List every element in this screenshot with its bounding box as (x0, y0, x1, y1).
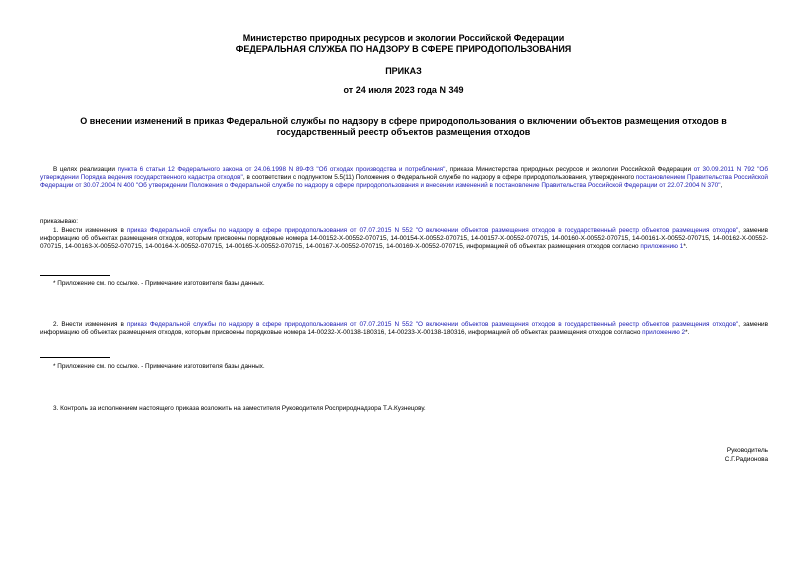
link-federal-law-89[interactable]: пункта 6 статьи 12 Федерального закона от 24.06.1998 N 89-ФЗ "Об отходах производства и потребления" (117, 166, 446, 173)
signature-block (725, 446, 768, 464)
footnote-divider (40, 357, 110, 358)
preamble-paragraph (40, 166, 768, 190)
document-type: ПРИКАЗ (385, 66, 422, 76)
link-order-552[interactable]: приказ Федеральной службы по надзору в сфере природопользования от 07.07.2015 N 552 "О включении объектов размещения отходов в государственный реестр объектов размещения отходов" (126, 227, 739, 234)
document-title: О внесении изменений в приказ Федеральной службы по надзору в сфере природопользования о включении объектов размещения отходов в государственный реестр объектов размещения отходов (80, 116, 727, 137)
item-3-paragraph: 3. Контроль за исполнением настоящего приказа возложить на заместителя Руководителя Росприроднадзора Т.А.Кузнецову. (53, 405, 426, 412)
preamble-text: , (720, 182, 723, 190)
signatory-position: Руководитель (726, 447, 768, 454)
item-1-text: 1. Внести изменения в (53, 227, 127, 234)
item-2-paragraph (40, 321, 768, 337)
link-appendix-2[interactable]: приложению 2 (642, 329, 686, 337)
preamble-text: , приказа Министерства природных ресурсов и экологии Российской Федерации (445, 166, 694, 173)
link-order-552[interactable]: приказ Федеральной службы по надзору в сфере природопользования от 07.07.2015 N 552 "О включении объектов размещения отходов в государственный реестр объектов размещения отходов" (126, 321, 739, 328)
prikazyvayu-text: приказываю: (40, 218, 78, 225)
link-appendix-1[interactable]: приложению 1 (640, 243, 684, 251)
footnote-2: * Приложение см. по ссылке. - Примечание изготовителя базы данных. (53, 363, 265, 370)
item-1-text: , заменив информацию об объектах размещения отходов, которым присвоены порядковые номера 14-00152-Х-00552-070715, 14-00154-Х-00552-070715, 14-00157-Х-00552-070715, 14-00160-Х-00552-070715, 14-00161-Х-00552-070715, 14-00162-Х-00552-070715, 14-00163-Х-00552-070715, 14-00164-Х-00552-070715, 14-00165-Х-00552-070715, 14-00167-Х-00552-070715, 14-00169-Х-00552-070715, информацией об объектах размещения отходов согласно (40, 227, 768, 251)
footnote-divider (40, 275, 110, 276)
service-name: ФЕДЕРАЛЬНАЯ СЛУЖБА ПО НАДЗОРУ В СФЕРЕ ПРИРОДОПОЛЬЗОВАНИЯ (235, 44, 572, 54)
link-resolution-400[interactable]: постановлением Правительства Российской Федерации от 30.07.2004 N 400 "Об утверждении Положения о Федеральной службе по надзору в сфере природопользования и внесении изменений в постановление Правительства Российской Федерации от 22.07.2004 N 370" (40, 174, 768, 190)
item-1-paragraph (40, 227, 768, 251)
preamble-text: , в соответствии с подпунктом 5.5(11) Положения о Федеральной службе по надзору в сфере природопользования, утвержденного (242, 174, 636, 182)
footnote-1: * Приложение см. по ссылке. - Примечание изготовителя базы данных. (53, 280, 265, 287)
document-date-number: от 24 июля 2023 года N 349 (343, 85, 464, 95)
item-2-text: *. (685, 329, 690, 337)
item-2-text: , заменив информацию об объектах размещения отходов, которым присвоены порядковые номера 14-00232-Х-00138-180316, 14-00233-Х-00138-180316, информацией об объектах размещения отходов согласно (40, 321, 768, 337)
item-2-text: 2. Внести изменения в (53, 321, 127, 328)
ministry-name: Министерство природных ресурсов и экологии Российской Федерации (242, 33, 565, 43)
preamble-text: В целях реализации (53, 166, 118, 173)
link-order-792[interactable]: от 30.09.2011 N 792 "Об утверждении Порядка ведения государственного кадастра отходов" (40, 166, 769, 182)
item-1-text: *. (683, 243, 688, 251)
signatory-name: С.Г.Радионова (724, 456, 768, 463)
